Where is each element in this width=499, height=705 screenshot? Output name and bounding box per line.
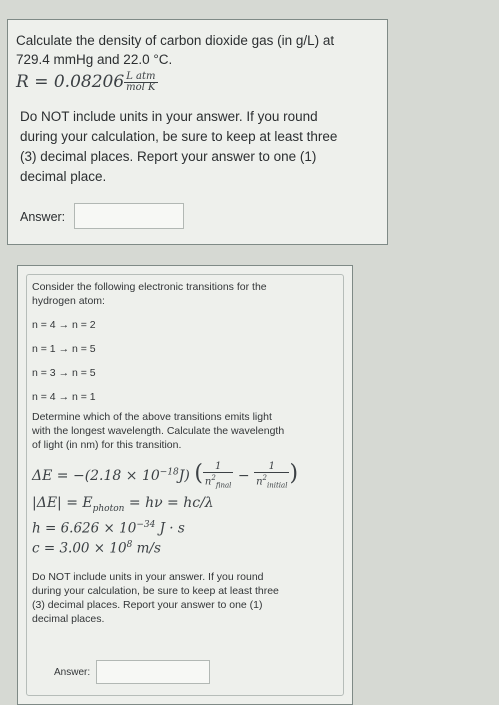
light-speed-unit: m/s — [132, 540, 161, 557]
question-2-instruction-2: during your calculation, be sure to keep at least three — [32, 585, 279, 597]
gas-constant-unit-denominator: mol K — [126, 82, 156, 93]
answer-1-input[interactable] — [74, 203, 184, 229]
planck-unit: J · s — [155, 520, 185, 537]
question-2-intro-1: Consider the following electronic transitions for the — [32, 281, 267, 293]
question-2-task-2: with the longest wavelength. Calculate the wavelength — [32, 425, 285, 437]
gas-constant-unit-numerator: L atm — [124, 72, 157, 83]
final-label: final — [215, 481, 232, 490]
transition-item: n = 4 → n = 2 — [32, 319, 96, 331]
energy-equation-exponent: −18 — [159, 467, 179, 478]
energy-equation-unit: J) — [178, 468, 190, 485]
planck-constant — [32, 516, 185, 538]
answer-2-label: Answer: — [54, 667, 91, 678]
question-1-card — [7, 19, 388, 245]
light-speed-value: c = 3.00 × 10 — [32, 540, 127, 557]
initial-label: initial — [266, 481, 288, 490]
transition-item: n = 4 → n = 1 — [32, 391, 96, 403]
speed-of-light — [32, 536, 161, 558]
planck-value: h = 6.626 × 10 — [32, 520, 137, 537]
question-2-card — [17, 265, 353, 705]
question-2-instruction-1: Do NOT include units in your answer. If you round — [32, 571, 264, 583]
photon-energy-lhs: |ΔE| = E — [32, 495, 93, 511]
photon-subscript: photon — [92, 503, 125, 514]
initial-numerator: 1 — [254, 462, 289, 473]
answer-1-label: Answer: — [20, 210, 66, 224]
planck-exponent: −34 — [136, 520, 156, 530]
minus-sign: − — [237, 468, 250, 485]
final-denominator: $n^2_{final}$ — [204, 474, 232, 490]
question-2-task-3: of light (in nm) for this transition. — [32, 439, 182, 451]
question-1-instruction-1: Do NOT include units in your answer. If you round — [20, 109, 318, 124]
initial-denominator: $n^2_{initial}$ — [256, 474, 288, 490]
transition-item: n = 3 → n = 5 — [32, 367, 96, 379]
initial-fraction — [254, 462, 289, 490]
gas-constant-equation — [16, 71, 158, 93]
final-numerator: 1 — [203, 462, 234, 473]
gas-constant-value: R = 0.08206 — [16, 72, 125, 92]
energy-equation — [32, 462, 298, 490]
question-1-instruction-4: decimal place. — [20, 169, 107, 184]
question-2-intro-2: hydrogen atom: — [32, 295, 105, 307]
question-1-line-2: 729.4 mmHg and 22.0 °C. — [16, 52, 173, 67]
question-1-instruction-3: (3) decimal places. Report your answer to one (1) — [20, 149, 317, 164]
question-1-instruction-2: during your calculation, be sure to keep at least three — [20, 129, 338, 144]
photon-energy-rhs: = hν = hc/λ — [124, 495, 214, 511]
question-2-instruction-3: (3) decimal places. Report your answer to one (1) — [32, 599, 263, 611]
gas-constant-unit — [124, 72, 157, 93]
light-speed-exponent: 8 — [126, 540, 133, 550]
question-2-instruction-4: decimal places. — [32, 613, 105, 625]
energy-equation-lhs: ΔE = −(2.18 × 10 — [32, 468, 160, 485]
transition-item: n = 1 → n = 5 — [32, 343, 96, 355]
question-1-line-1: Calculate the density of carbon dioxide gas (in g/L) at — [16, 33, 335, 48]
close-paren: ) — [289, 461, 299, 487]
answer-2-input[interactable] — [96, 660, 210, 684]
question-2-task-1: Determine which of the above transitions emits light — [32, 411, 272, 423]
photon-energy-equation — [32, 494, 214, 518]
final-fraction — [203, 462, 234, 490]
open-paren: ( — [194, 461, 203, 487]
